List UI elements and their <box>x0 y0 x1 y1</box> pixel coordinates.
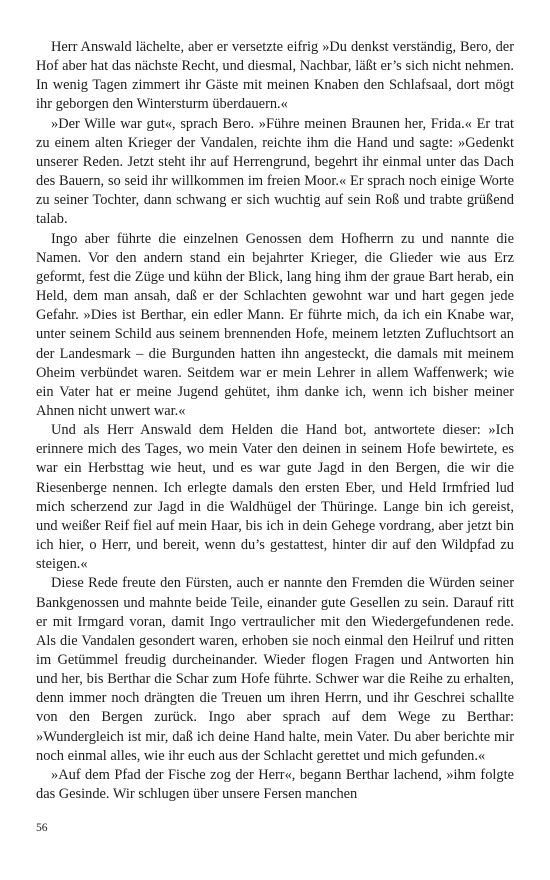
page-body <box>36 38 514 804</box>
paragraph-1: Herr Answald lächelte, aber er versetzte eifrig »Du denkst verständig, Bero, der Hof aber hat das nächste Recht, und diesmal, Nachbar, läßt er’s sich nicht nehmen. In wenig Tagen zimmert ihr Gäste mit meinen Knaben den Schlafsaal, dort mögt ihr geborgen den Wintersturm überdauern.« <box>36 39 514 113</box>
paragraph-2: »Der Wille war gut«, sprach Bero. »Führe meinen Braunen her, Frida.« Er trat zu einem alten Krieger der Vandalen, reichte ihm die Hand und sagte: »Gedenkt unserer Reden. Jetzt steht ihr auf Herrengrund, begehrt ihr einmal unter das Dach des Bauern, so seid ihr willkommen im freien Moor.« Er sprach noch einige Worte zu seiner Tochter, dann schwang er sich wuchtig auf sein Roß und trabte grüßend talab. <box>36 115 514 228</box>
paragraph-5: Diese Rede freute den Fürsten, auch er nannte den Fremden die Würden seiner Bankgenossen und mahnte beide Teile, einander gute Gesellen zu sein. Darauf ritt er mit Irmgard voran, damit Ingo vertraulicher mit den Wiedergefundenen rede. Als die Vandalen gesondert waren, erhoben sie noch einmal den Heilruf und ritten im Getümmel freudig durcheinander. Wieder flogen Fragen und Antworten hin und her, bis Berthar die Schar zum Hofe führte. Schwer war die Reihe zu erhalten, denn immer noch drängten die Treuen um ihren Herrn, und ihr Geschrei schallte von den Bergen zurück. Ingo aber sprach auf dem Wege zu Berthar: »Wundergleich ist mir, daß ich deine Hand halte, mein Vater. Du aber berichte mir noch einmal alles, wie ihr euch aus der Schlacht gerettet und mich gefunden.« <box>36 575 514 764</box>
page-number: 56 <box>36 822 48 834</box>
paragraph-3: Ingo aber führte die einzelnen Genossen dem Hofherrn zu und nannte die Namen. Vor den andern stand ein bejahrter Krieger, die Glieder wie aus Erz geformt, fest die Züge und kühn der Blick, lang hing ihm der graue Bart herab, ein Held, dem man ansah, daß er der Schlachten gewohnt war und hart gegen jede Gefahr. »Dies ist Berthar, ein edler Mann. Er führte mich, da ich ein Knabe war, unter seinem Schild aus seinem brennenden Hofe, meinem letzten Zufluchtsort an der Landesmark – die Burgunden hatten ihn angesteckt, die damals mit meinem Oheim verbündet waren. Seitdem war er mein Lehrer in allem Waffenwerk; wie ein Vater hat er meine Jugend gehütet, ihm danke ich, wenn ich bisher meiner Ahnen nicht unwert war.« <box>36 230 514 419</box>
paragraph-4: Und als Herr Answald dem Helden die Hand bot, antwortete dieser: »Ich erinnere mich des Tages, wo mein Vater den deinen in seinem Hofe bewirtete, es war ein Herbsttag wie heut, und es war gute Jagd in den Bergen, die wir die Riesenberge nennen. Ich erlegte damals den ersten Eber, und Held Irmfried lud mich scherzend zur Jagd in die Waldhügel der Thüringe. Lange bin ich gereist, und weißer Reif fiel auf mein Haar, bis ich in dein Gehege vordrang, aber jetzt bin ich hier, o Herr, und bereit, wenn du’s gestattest, hinter dir auf den Wildpfad zu steigen.« <box>36 422 514 573</box>
paragraph-6: »Auf dem Pfad der Fische zog der Herr«, begann Berthar lachend, »ihm folgte das Gesinde. Wir schlugen über unsere Fersen manchen <box>36 766 514 803</box>
body-text <box>36 38 514 804</box>
